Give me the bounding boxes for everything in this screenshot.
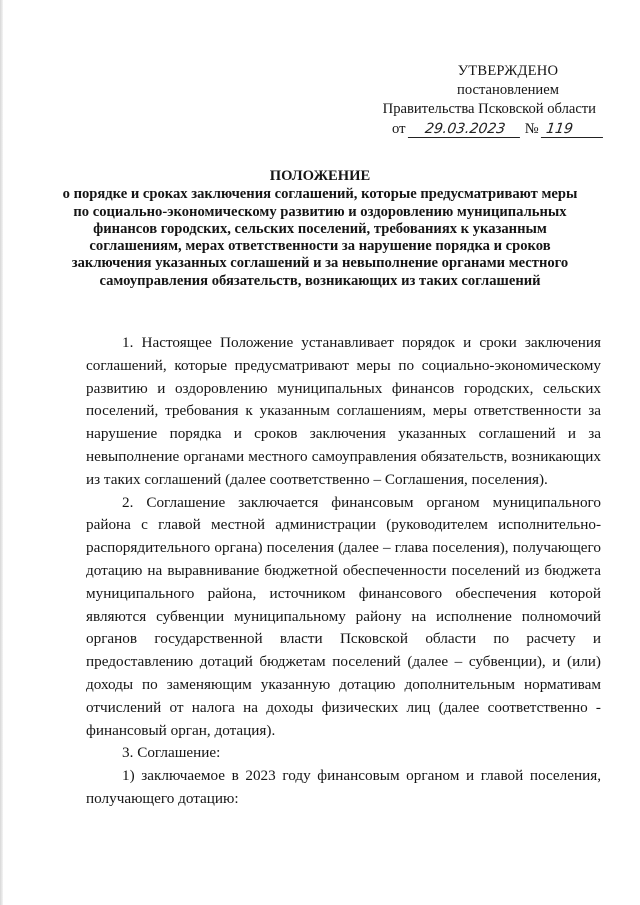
- document-body: [86, 332, 601, 811]
- approval-decree-line: постановлением: [457, 82, 559, 98]
- handwritten-date: 29.03.2023: [408, 122, 522, 138]
- document-title: [60, 168, 580, 290]
- approval-date-row: [376, 120, 606, 139]
- handwritten-number: 119: [541, 122, 605, 138]
- scan-page-edge: [0, 0, 3, 905]
- date-prefix: от: [392, 121, 406, 137]
- approval-block: [376, 62, 606, 139]
- approval-government-line: Правительства Псковской области: [382, 101, 596, 117]
- paragraph-2: 2. Соглашение заключается финансовым органом муниципального района с главой местной администрации (руководителем исполнительно-распорядительного органа) поселения (далее – глава поселения), получающего дотацию на выравнивание бюджетной обеспеченности поселений из бюджета муниципального района, источником финансового обеспечения которой являются субвенции муниципальному району на исполнение полномочий органов государственной власти Псковской области по расчету и предоставлению дотаций бюджетам поселений (далее – субвенции), и (или) доходы по заменяющим указанную дотацию дополнительным нормативам отчислений от налога на доходы физических лиц (далее соответственно - финансовый орган, дотация).: [86, 493, 601, 739]
- paragraph-3: 3. Соглашение:: [122, 744, 221, 762]
- title-subtitle: о порядке и сроках заключения соглашений, которые предусматривают меры по социально-экономическому развитию и оздоровлению муниципальных финансов городских, сельских поселений, требованиях к указанным соглашениям, мерах ответственности за нарушение порядка и сроков заключения указанных соглашений и за невыполнение органами местного самоуправления обязательств, возникающих из таких соглашений: [62, 186, 578, 289]
- title-main: ПОЛОЖЕНИЕ: [269, 168, 371, 184]
- paragraph-4: 1) заключаемое в 2023 году финансовым органом и главой поселения, получающего дотацию:: [86, 767, 601, 807]
- number-prefix: №: [524, 121, 539, 137]
- approval-heading: УТВЕРЖДЕНО: [457, 63, 559, 79]
- paragraph-1: 1. Настоящее Положение устанавливает порядок и сроки заключения соглашений, которые предусматривают меры по социально-экономическому развитию и оздоровлению муниципальных финансов городских, сельских поселений, требования к указанным соглашениям, меры ответственности за нарушение порядка и сроков заключения указанных соглашений и за невыполнение органами местного самоуправления обязательств, возникающих из таких соглашений (далее соответственно – Соглашения, поселения).: [86, 334, 601, 488]
